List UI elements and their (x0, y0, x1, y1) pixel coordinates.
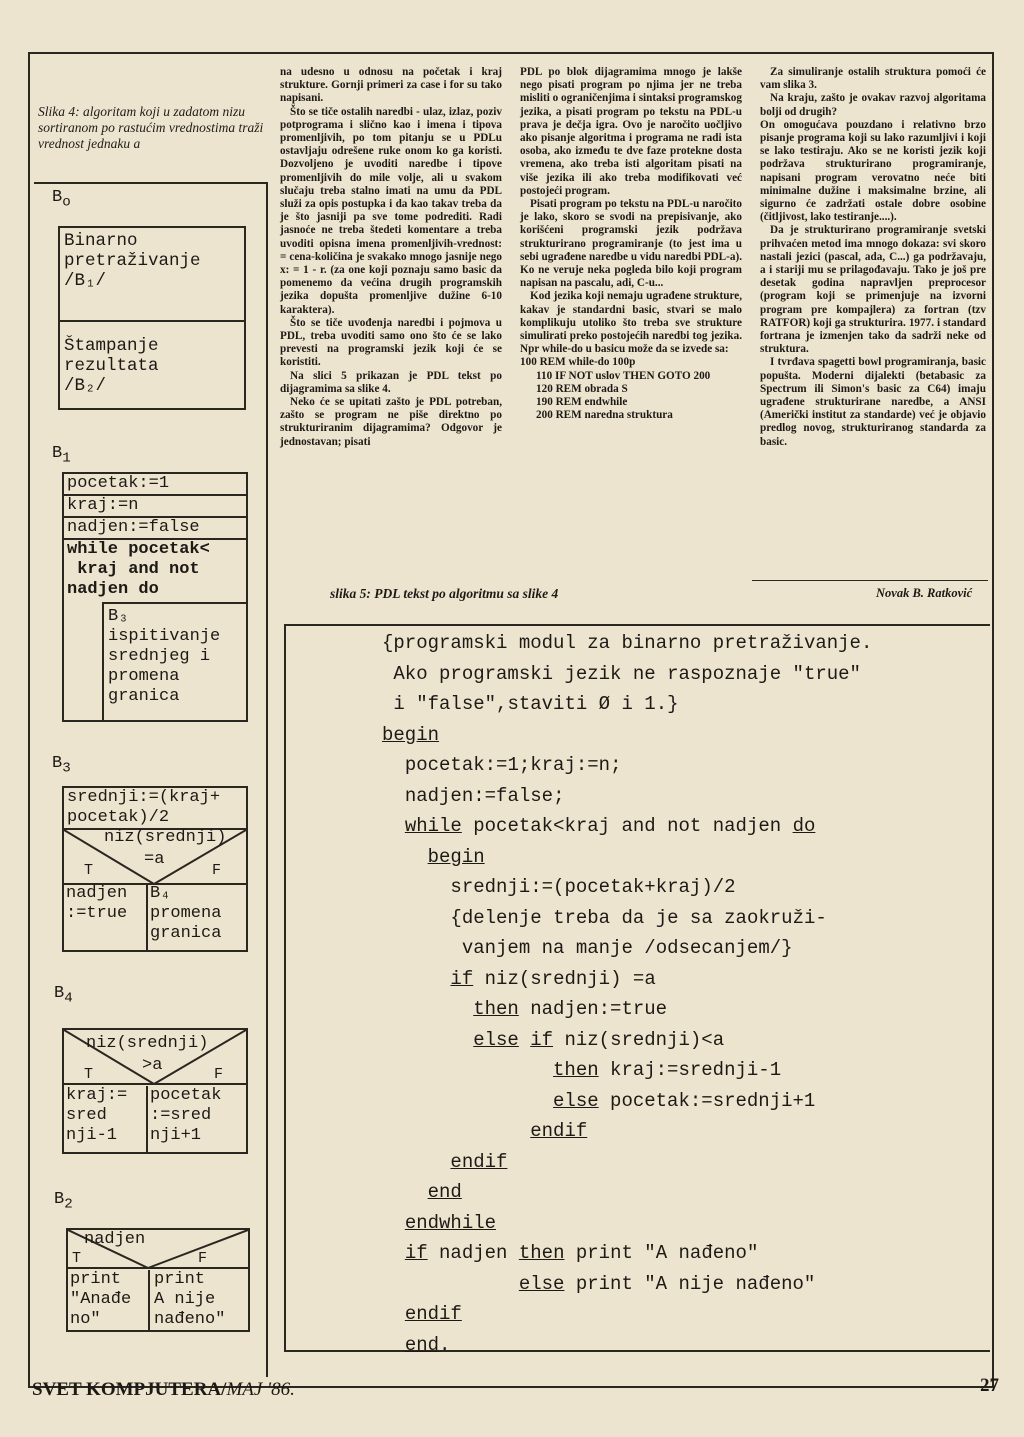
code-line: else if niz(srednji)<a (473, 1028, 725, 1051)
code-line: {programski modul za binarno pretraživanje. (382, 632, 873, 654)
b0-step-print-results (60, 322, 244, 399)
code-line (382, 842, 872, 873)
code-keyword: else (553, 1089, 599, 1112)
code-line: if nadjen then print "A nađeno" (404, 1242, 759, 1264)
code-line (382, 1177, 872, 1208)
code-line: while pocetak<kraj and not nadjen do (404, 815, 816, 837)
code-line (382, 1299, 872, 1330)
code-line: vanjem na manje /odsecanjem/} (461, 937, 793, 959)
b1-inner-line: ispitivanje (108, 627, 221, 646)
b2-false-branch (154, 1270, 225, 1330)
b4-true-branch (66, 1086, 127, 1146)
paragraph: Na slici 5 prikazan je PDL tekst po dijagramima sa slike 4. (280, 369, 502, 395)
b1-row: kraj:=n (64, 496, 246, 518)
b0-label: $B_o$ (52, 188, 71, 211)
code-keyword: then (473, 998, 519, 1020)
b1-row: pocetak:=1 (64, 474, 246, 496)
paragraph: na udesno u odnosu na početak i kraj strukture. Gornji primeri za case i for su tako napisani. (280, 66, 502, 105)
code-line: else print "A nije nađeno" (518, 1272, 816, 1295)
paragraph: Neko će se upitati zašto je PDL potreban, zašto se program ne piše direktno po strukturiranim dijagramima? Odgovor je jednostavan; pisati (280, 396, 502, 448)
b0-line: Štampanje (64, 336, 159, 356)
page-number: 27 (980, 1375, 999, 1396)
paragraph: Za simuliranje ostalih struktura pomoći će vam slika 3. (760, 66, 986, 92)
paragraph: Pisati program po tekstu na PDL-u naročito je lako, skoro se svodi na prepisivanje, ako korišćeni programski jezik podržava strukturirano programiranje (to jest ima u sebi ugrađene naredbe u vidu naredbi PDL-a). Ko ne veruje neka pogleda bilo koji program napisan na pascalu, adi, C-u... (520, 198, 742, 290)
code-keyword: if (530, 1028, 554, 1051)
code-keyword: if (404, 1242, 428, 1264)
b0-box (58, 226, 246, 410)
b2-true-branch (70, 1270, 131, 1330)
code-keyword: begin (382, 723, 440, 746)
figure-5-caption: slika 5: PDL tekst po algoritmu sa slike 4 (330, 586, 559, 601)
article-column-3 (760, 66, 986, 449)
code-keyword: else (473, 1028, 519, 1051)
b4-true-line: sred (66, 1106, 107, 1125)
code-keyword: if (450, 967, 474, 990)
b4-false-label: F (214, 1066, 224, 1083)
paragraph: Kod jezika koji nemaju ugrađene strukture, kakav je standardni basic, stvari se malo komplikuju utoliko što treba sve strukture simulirati preko postojećih naredbi tog jezika. Npr while-do u basicu može da se izvede sa: (520, 290, 742, 356)
code-line (382, 1116, 872, 1147)
b3-row: pocetak)/2 (64, 808, 246, 830)
code-keyword: endif (404, 1303, 462, 1325)
code-keyword: endif (530, 1120, 588, 1142)
code-keyword: endif (450, 1150, 508, 1173)
b2-true-line: print (70, 1270, 122, 1289)
b0-step-binary-search (60, 228, 244, 322)
b2-condition: nadjen (84, 1230, 146, 1249)
b1-box (62, 472, 248, 722)
b1-label: $B_1$ (52, 444, 71, 467)
b4-false-line: pocetak (150, 1086, 222, 1105)
b1-inner-line: granica (108, 687, 180, 706)
b4-false-line: nji+1 (150, 1126, 202, 1145)
basic-code-line: 190 REM endwhile (536, 396, 628, 409)
b3-false-branch (150, 884, 221, 944)
b0-line: /B₂/ (64, 376, 107, 396)
code-keyword: end (427, 1181, 462, 1203)
b1-loop-condition (64, 540, 246, 600)
paragraph: Da je strukturirano programiranje svetski prihvaćen metod ima mnogo dokaza: svi skoro nastali jezici (pascal, ada, C...) ga podržavaju, a i stariji mu se prilagođavaju. Tako je još pre desetak godina napravljen preprocesor (program koji se primenjuje na izvorni program pre kompajlera) za fortran (tzv RATFOR) koji ga strukturira. 1977. i standard fortrana je izmenjen tako da sadrži neke od struktura. (760, 224, 986, 356)
paragraph: On omogućava pouzdano i relativno brzo pisanje programa koji su lako razumljivi i koji se lako testiraju. Ako se ne koristi jezik koji podržava strukturirano programiranje, napisani program verovatno neće biti minimalne dužine i maksimalne brzine, ali sigurno će zadržati ostale dobre osobine (čitljivost, lako testiranje....). (760, 118, 986, 224)
basic-code-line: 200 REM naredna struktura (536, 409, 673, 422)
paragraph: Na kraju, zašto je ovakav razvoj algoritama bolji od drugih? (760, 92, 986, 118)
b4-condition: >a (142, 1056, 163, 1075)
code-line: then nadjen:=true (473, 998, 668, 1020)
author-signature: Novak B. Ratković (876, 586, 973, 600)
b0-line: Binarno (64, 231, 138, 251)
b2-true-line: "Anađe (70, 1290, 132, 1309)
b3-true-branch (66, 884, 127, 924)
diagram-top-rule (34, 182, 266, 184)
code-line: Ako programski jezik ne raspoznaje "true" (382, 662, 861, 685)
b4-label: $B_4$ (54, 984, 73, 1007)
b3-false-line: promena (150, 904, 222, 923)
b3-true-line: nadjen (66, 884, 128, 903)
code-line: if niz(srednji) =a (450, 967, 656, 990)
footer-magazine (32, 1379, 295, 1401)
b4-false-branch (150, 1086, 221, 1146)
b4-true-label: T (84, 1066, 94, 1083)
b3-row: srednji:=(kraj+ (67, 788, 221, 807)
b2-true-line: no" (70, 1310, 101, 1329)
basic-code-line: 100 REM while-do 100p (520, 356, 636, 369)
b2-false-line: print (154, 1270, 206, 1289)
b2-false-label: F (198, 1250, 208, 1267)
b3-condition: niz(srednji) (104, 828, 227, 847)
pdl-code-box (284, 624, 990, 1356)
b3-true-line: :=true (66, 904, 128, 923)
b4-branch-divider (146, 1086, 148, 1152)
pdl-code (382, 628, 872, 1360)
article-column-2 (520, 66, 742, 422)
b1-loop-line: kraj and not (67, 560, 200, 579)
paragraph: Što se tiče uvođenja naredbi i pojmova u PDL, treba uvoditi samo ono što će se lako prevesti na programski jezik koji će se koristiti. (280, 316, 502, 369)
code-keyword: begin (427, 845, 485, 868)
b1-loop-line: while pocetak< (67, 540, 210, 559)
column-end-rule (752, 580, 988, 581)
b3-condition: =a (144, 850, 165, 869)
b1-inner-text (104, 604, 248, 710)
b4-true-line: kraj:= (66, 1086, 128, 1105)
code-keyword: then (518, 1242, 565, 1264)
b1-row: nadjen:=false (64, 518, 246, 540)
code-line: then kraj:=srednji-1 (553, 1059, 782, 1081)
b0-line: /B₁/ (64, 271, 107, 291)
b2-branch-divider (148, 1270, 150, 1330)
code-keyword: then (553, 1059, 599, 1081)
code-line (382, 1208, 872, 1239)
b1-inner-line: srednjeg i (108, 647, 211, 666)
b4-condition: niz(srednji) (86, 1034, 209, 1053)
b2-true-label: T (72, 1250, 82, 1267)
b3-false-label: F (212, 862, 222, 879)
code-line: pocetak:=1;kraj:=n; (404, 754, 622, 776)
code-line: srednji:=(pocetak+kraj)/2 (450, 876, 736, 898)
b3-true-label: T (84, 862, 94, 879)
code-keyword: else (518, 1272, 565, 1295)
b3-false-label-b4: B₄ (150, 884, 171, 903)
code-keyword: do (792, 815, 816, 837)
b4-false-line: :=sred (150, 1106, 212, 1125)
paragraph: PDL po blok dijagramima mnogo je lakše nego pisati program po njima jer ne treba misliti o ograničenjima i sintaksi programskog jezika, a pisati program po tekstu na PDL-u prava je dečja igra. Ovo je naročito uočljivo ako pisanje algoritma i programa ne radi ista osoba, ako između te dve faze protekne dosta vremena, ako treba isti algoritam pisati na više jezika ili ako treba modifikovati već postojeći program. (520, 66, 742, 197)
b1-inner-label: B₃ (108, 607, 129, 626)
b3-branch-divider (146, 884, 148, 950)
b1-loop-line: nadjen do (67, 580, 159, 599)
b4-box (62, 1028, 248, 1154)
code-line: else pocetak:=srednji+1 (553, 1089, 816, 1112)
magazine-name: SVET KOMPJUTERA/ (32, 1379, 227, 1400)
b0-line: pretraživanje (64, 251, 201, 271)
basic-code-line: 120 REM obrada S (536, 382, 628, 395)
b3-false-line: granica (150, 924, 222, 943)
b2-box (66, 1228, 250, 1332)
paragraph: I tvrđava spagetti bowl programiranja, basic popušta. Moderni dijalekti (betabasic za Spectrum ili Simon's basic za C64) imaju ugrađene strukturirane naredbe, a ANSI (Američki institut za standarde) već je objavio predlog novog, strukturiranog standarda za basic. (760, 356, 986, 448)
b1-inner-line: promena (108, 667, 180, 686)
b2-false-line: nađeno" (154, 1310, 226, 1329)
code-line: end. (404, 1333, 451, 1356)
code-line (382, 1147, 872, 1178)
b3-box (62, 786, 248, 952)
article-column-1 (280, 66, 502, 449)
diagram-right-rule (266, 182, 268, 1377)
code-line: i "false",staviti Ø i 1.} (393, 693, 679, 715)
b3-label: $B_3$ (52, 754, 71, 777)
b0-line: rezultata (64, 356, 159, 376)
issue-label: MAJ '86. (226, 1379, 295, 1400)
b2-false-line: A nije (154, 1290, 216, 1309)
b1-inner-box (102, 602, 248, 720)
code-keyword: endwhile (404, 1211, 497, 1234)
code-line: nadjen:=false; (404, 784, 565, 807)
b2-label: $B_2$ (54, 1190, 73, 1213)
paragraph: Što se tiče ostalih naredbi - ulaz, izlaz, poziv potprograma i slično kao i imena i tipova promenljivih, po tom pitanju se u PDLu ostavljaju odrešene ruke onom ko ga koristi. Dozvoljeno je uvoditi naredbe i tipove promenljivih do mile volje, ali u svakom slučaju treba stalno imati na umu da PDL služi za opis postupka i da kao takav treba da je što jasniji pa sve tome podrediti. Radi jasnoće ne treba štedeti komentare a treba uvoditi opisna imena promenljivih-vrednost: = cena-količina je svakako mnogo jasnije nego x: = 1 - r. (za one koji poznaju samo basic da pomenemo da većina drugih programskih jezika dopušta promenljive dužine 6-10 karaktera). (280, 105, 502, 316)
code-keyword: end (404, 1333, 440, 1356)
b4-true-line: nji-1 (66, 1126, 118, 1145)
figure-4-caption: Slika 4: algoritam koji u zadatom nizu sortiranom po rastućim vrednostima traži vrednost jednaku a (38, 104, 264, 151)
basic-code-line: 110 IF NOT uslov THEN GOTO 200 (536, 369, 711, 382)
code-line: {delenje treba da je sa zaokruži- (382, 906, 827, 929)
code-line (382, 720, 872, 751)
code-keyword: while (404, 815, 462, 837)
